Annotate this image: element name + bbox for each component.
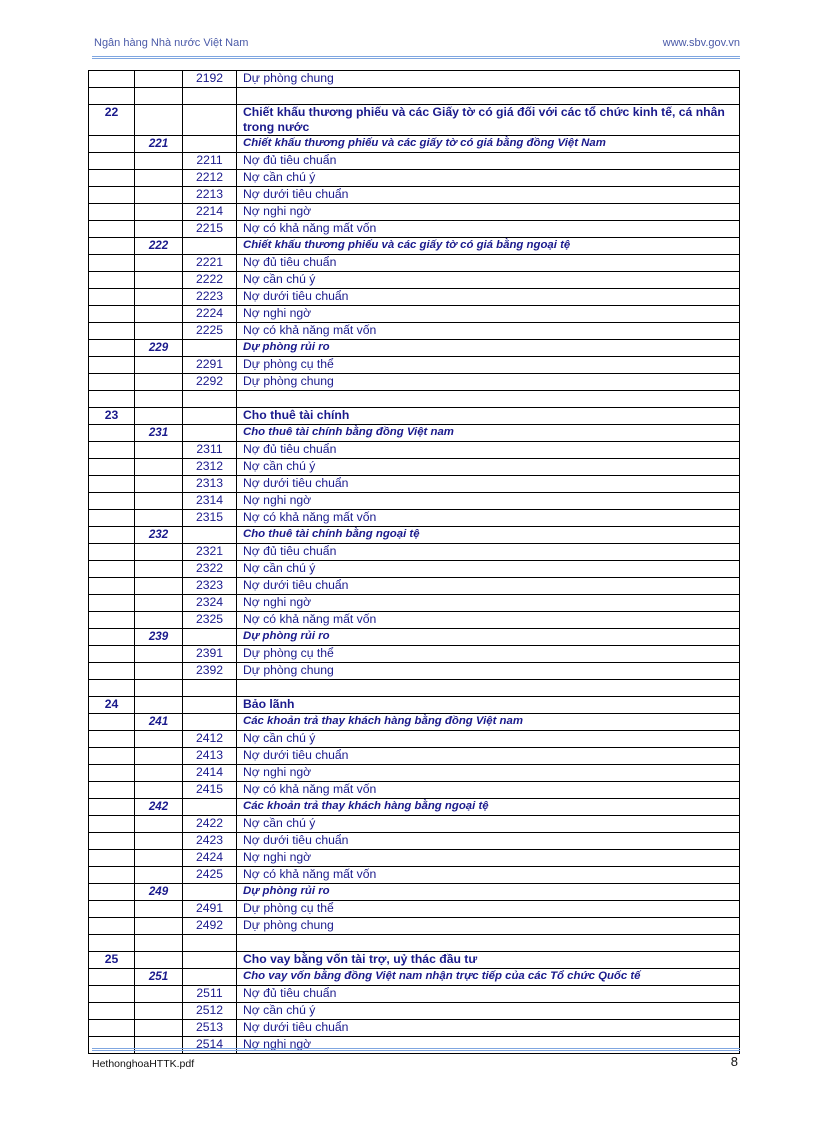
- account-name: Nợ có khả năng mất vốn: [237, 510, 740, 527]
- subgroup-code: [135, 986, 183, 1003]
- page-header: [92, 34, 740, 54]
- account-row: [89, 221, 740, 238]
- account-name: Dự phòng cụ thể: [237, 646, 740, 663]
- account-name: Các khoản trả thay khách hàng bằng ngoại tệ: [237, 799, 740, 816]
- subgroup-code: [135, 289, 183, 306]
- account-code: 2223: [183, 289, 237, 306]
- group-code: [89, 255, 135, 272]
- subgroup-row: [89, 425, 740, 442]
- account-name: Dự phòng chung: [237, 918, 740, 935]
- account-code: 2392: [183, 663, 237, 680]
- group-code: [89, 935, 135, 952]
- blank-row: [89, 680, 740, 697]
- account-name: [237, 391, 740, 408]
- subgroup-code: [135, 595, 183, 612]
- account-row: [89, 272, 740, 289]
- account-code: 2514: [183, 1037, 237, 1054]
- subgroup-code: [135, 187, 183, 204]
- footer-divider: [92, 1048, 740, 1051]
- subgroup-code: 229: [135, 340, 183, 357]
- account-name: Nợ cần chú ý: [237, 272, 740, 289]
- subgroup-code: [135, 561, 183, 578]
- subgroup-code: 231: [135, 425, 183, 442]
- account-name: Nợ có khả năng mất vốn: [237, 612, 740, 629]
- account-code: 2212: [183, 170, 237, 187]
- account-code: 2215: [183, 221, 237, 238]
- group-code: 25: [89, 952, 135, 969]
- account-code: 2321: [183, 544, 237, 561]
- account-code: 2292: [183, 374, 237, 391]
- subgroup-code: [135, 153, 183, 170]
- account-code: 2424: [183, 850, 237, 867]
- subgroup-row: [89, 884, 740, 901]
- subgroup-code: [135, 646, 183, 663]
- account-code: [183, 697, 237, 714]
- subgroup-code: [135, 765, 183, 782]
- account-row: [89, 510, 740, 527]
- account-name: Nợ đủ tiêu chuẩn: [237, 986, 740, 1003]
- page-number: 8: [730, 1054, 738, 1069]
- subgroup-code: [135, 306, 183, 323]
- subgroup-code: [135, 748, 183, 765]
- subgroup-code: [135, 493, 183, 510]
- account-name: Dự phòng chung: [237, 71, 740, 88]
- account-row: [89, 986, 740, 1003]
- account-name: Dự phòng rủi ro: [237, 629, 740, 646]
- account-code: 2221: [183, 255, 237, 272]
- header-divider: [92, 56, 740, 59]
- account-code: [183, 136, 237, 153]
- subgroup-code: [135, 578, 183, 595]
- group-code: [89, 527, 135, 544]
- subgroup-code: [135, 459, 183, 476]
- account-name: Nợ dưới tiêu chuẩn: [237, 476, 740, 493]
- group-code: [89, 850, 135, 867]
- subgroup-code: [135, 170, 183, 187]
- group-row: [89, 697, 740, 714]
- subgroup-code: 251: [135, 969, 183, 986]
- account-row: [89, 646, 740, 663]
- subgroup-code: [135, 867, 183, 884]
- account-name: Dự phòng chung: [237, 663, 740, 680]
- group-code: [89, 544, 135, 561]
- subgroup-code: [135, 697, 183, 714]
- subgroup-code: 241: [135, 714, 183, 731]
- subgroup-code: [135, 476, 183, 493]
- account-row: [89, 782, 740, 799]
- account-code: [183, 105, 237, 136]
- account-name: Cho thuê tài chính bằng đồng Việt nam: [237, 425, 740, 442]
- subgroup-code: 249: [135, 884, 183, 901]
- account-name: Nợ cần chú ý: [237, 561, 740, 578]
- account-name: Nợ dưới tiêu chuẩn: [237, 187, 740, 204]
- account-row: [89, 71, 740, 88]
- group-code: [89, 204, 135, 221]
- subgroup-code: [135, 850, 183, 867]
- account-name: Nợ nghi ngờ: [237, 204, 740, 221]
- account-name: Nợ dưới tiêu chuẩn: [237, 289, 740, 306]
- account-row: [89, 442, 740, 459]
- subgroup-row: [89, 714, 740, 731]
- account-code: 2413: [183, 748, 237, 765]
- subgroup-row: [89, 629, 740, 646]
- account-row: [89, 816, 740, 833]
- subgroup-code: [135, 935, 183, 952]
- account-code: 2322: [183, 561, 237, 578]
- account-name: Nợ cần chú ý: [237, 1003, 740, 1020]
- group-code: [89, 663, 135, 680]
- subgroup-code: [135, 391, 183, 408]
- account-name: Dự phòng rủi ro: [237, 884, 740, 901]
- group-code: [89, 986, 135, 1003]
- subgroup-row: [89, 136, 740, 153]
- subgroup-code: [135, 833, 183, 850]
- subgroup-code: [135, 731, 183, 748]
- header-organization: Ngân hàng Nhà nước Việt Nam: [94, 37, 249, 49]
- account-name: Nợ cần chú ý: [237, 170, 740, 187]
- account-name: Dự phòng rủi ro: [237, 340, 740, 357]
- account-code: [183, 714, 237, 731]
- account-name: Nợ có khả năng mất vốn: [237, 323, 740, 340]
- account-code: [183, 340, 237, 357]
- account-row: [89, 204, 740, 221]
- group-code: [89, 918, 135, 935]
- account-row: [89, 833, 740, 850]
- account-row: [89, 323, 740, 340]
- account-name: Nợ nghi ngờ: [237, 850, 740, 867]
- account-row: [89, 493, 740, 510]
- group-code: [89, 612, 135, 629]
- account-row: [89, 153, 740, 170]
- subgroup-row: [89, 799, 740, 816]
- account-code: [183, 408, 237, 425]
- group-code: [89, 578, 135, 595]
- group-code: [89, 748, 135, 765]
- account-name: Chiết khấu thương phiếu và các giấy tờ có giá bằng ngoại tệ: [237, 238, 740, 255]
- account-code: 2414: [183, 765, 237, 782]
- group-code: 22: [89, 105, 135, 136]
- account-code: 2224: [183, 306, 237, 323]
- group-code: [89, 867, 135, 884]
- account-code: 2313: [183, 476, 237, 493]
- group-code: [89, 136, 135, 153]
- account-code: 2422: [183, 816, 237, 833]
- group-code: [89, 884, 135, 901]
- subgroup-code: [135, 442, 183, 459]
- account-row: [89, 357, 740, 374]
- account-name: Nợ đủ tiêu chuẩn: [237, 442, 740, 459]
- account-name: Bảo lãnh: [237, 697, 740, 714]
- account-name: Nợ nghi ngờ: [237, 306, 740, 323]
- subgroup-code: [135, 901, 183, 918]
- account-code: [183, 238, 237, 255]
- group-code: [89, 272, 135, 289]
- account-code: 2412: [183, 731, 237, 748]
- account-code: [183, 952, 237, 969]
- subgroup-code: 222: [135, 238, 183, 255]
- account-name: [237, 88, 740, 105]
- account-row: [89, 867, 740, 884]
- account-name: Dự phòng chung: [237, 374, 740, 391]
- group-code: [89, 459, 135, 476]
- subgroup-code: [135, 374, 183, 391]
- account-row: [89, 1003, 740, 1020]
- account-row: [89, 901, 740, 918]
- account-name: Nợ nghi ngờ: [237, 1037, 740, 1054]
- group-code: [89, 170, 135, 187]
- account-name: Nợ nghi ngờ: [237, 493, 740, 510]
- subgroup-code: [135, 255, 183, 272]
- group-code: [89, 289, 135, 306]
- account-name: Cho vay vốn bằng đồng Việt nam nhận trực tiếp của các Tổ chức Quốc tế: [237, 969, 740, 986]
- group-code: 24: [89, 697, 135, 714]
- account-code: 2491: [183, 901, 237, 918]
- subgroup-code: [135, 816, 183, 833]
- account-code: 2214: [183, 204, 237, 221]
- account-name: Nợ dưới tiêu chuẩn: [237, 833, 740, 850]
- account-name: Chiết khấu thương phiếu và các giấy tờ có giá bằng đồng Việt Nam: [237, 136, 740, 153]
- group-code: [89, 374, 135, 391]
- blank-row: [89, 935, 740, 952]
- account-code: 2391: [183, 646, 237, 663]
- account-code: [183, 935, 237, 952]
- account-code: 2492: [183, 918, 237, 935]
- account-row: [89, 170, 740, 187]
- group-code: [89, 493, 135, 510]
- subgroup-code: [135, 204, 183, 221]
- group-code: [89, 816, 135, 833]
- subgroup-code: 239: [135, 629, 183, 646]
- account-name: Dự phòng cụ thể: [237, 357, 740, 374]
- account-code: 2325: [183, 612, 237, 629]
- group-code: [89, 561, 135, 578]
- account-name: Nợ đủ tiêu chuẩn: [237, 255, 740, 272]
- account-code: 2415: [183, 782, 237, 799]
- account-code: 2222: [183, 272, 237, 289]
- subgroup-code: [135, 272, 183, 289]
- account-code: 2423: [183, 833, 237, 850]
- group-code: [89, 629, 135, 646]
- account-name: Cho thuê tài chính: [237, 408, 740, 425]
- group-code: [89, 1003, 135, 1020]
- group-code: [89, 476, 135, 493]
- account-row: [89, 595, 740, 612]
- account-code: 2513: [183, 1020, 237, 1037]
- account-name: [237, 935, 740, 952]
- group-code: [89, 391, 135, 408]
- blank-row: [89, 391, 740, 408]
- subgroup-code: [135, 918, 183, 935]
- account-row: [89, 748, 740, 765]
- group-code: [89, 714, 135, 731]
- account-code: [183, 425, 237, 442]
- group-code: [89, 833, 135, 850]
- account-row: [89, 1020, 740, 1037]
- group-code: 23: [89, 408, 135, 425]
- account-code: 2213: [183, 187, 237, 204]
- subgroup-code: [135, 1020, 183, 1037]
- account-row: [89, 578, 740, 595]
- group-row: [89, 952, 740, 969]
- account-name: Dự phòng cụ thể: [237, 901, 740, 918]
- group-code: [89, 221, 135, 238]
- account-code: 2291: [183, 357, 237, 374]
- account-row: [89, 544, 740, 561]
- account-name: Nợ dưới tiêu chuẩn: [237, 578, 740, 595]
- account-row: [89, 289, 740, 306]
- group-row: [89, 105, 740, 136]
- group-code: [89, 510, 135, 527]
- account-code: 2312: [183, 459, 237, 476]
- subgroup-row: [89, 969, 740, 986]
- subgroup-code: [135, 221, 183, 238]
- subgroup-code: [135, 663, 183, 680]
- account-code: 2314: [183, 493, 237, 510]
- group-code: [89, 646, 135, 663]
- group-code: [89, 765, 135, 782]
- group-code: [89, 340, 135, 357]
- group-code: [89, 595, 135, 612]
- group-code: [89, 88, 135, 105]
- group-code: [89, 1020, 135, 1037]
- account-name: Nợ có khả năng mất vốn: [237, 221, 740, 238]
- account-name: Nợ nghi ngờ: [237, 765, 740, 782]
- account-code: 2192: [183, 71, 237, 88]
- group-code: [89, 442, 135, 459]
- group-code: [89, 799, 135, 816]
- account-code: 2324: [183, 595, 237, 612]
- account-row: [89, 459, 740, 476]
- account-name: Nợ nghi ngờ: [237, 595, 740, 612]
- group-code: [89, 238, 135, 255]
- account-row: [89, 663, 740, 680]
- subgroup-code: [135, 680, 183, 697]
- subgroup-code: [135, 71, 183, 88]
- group-code: [89, 357, 135, 374]
- account-code: [183, 969, 237, 986]
- subgroup-code: [135, 782, 183, 799]
- subgroup-code: [135, 323, 183, 340]
- account-name: Nợ cần chú ý: [237, 731, 740, 748]
- blank-row: [89, 88, 740, 105]
- subgroup-row: [89, 238, 740, 255]
- subgroup-row: [89, 340, 740, 357]
- account-row: [89, 187, 740, 204]
- group-code: [89, 425, 135, 442]
- group-code: [89, 731, 135, 748]
- account-row: [89, 612, 740, 629]
- account-code: 2323: [183, 578, 237, 595]
- subgroup-code: [135, 408, 183, 425]
- header-website: www.sbv.gov.vn: [662, 37, 740, 49]
- account-code: 2425: [183, 867, 237, 884]
- account-name: Cho vay bằng vốn tài trợ, uỷ thác đầu tư: [237, 952, 740, 969]
- account-name: Nợ đủ tiêu chuẩn: [237, 544, 740, 561]
- account-row: [89, 731, 740, 748]
- account-name: Cho thuê tài chính bằng ngoại tệ: [237, 527, 740, 544]
- group-code: [89, 969, 135, 986]
- subgroup-code: [135, 952, 183, 969]
- account-row: [89, 850, 740, 867]
- account-code: 2511: [183, 986, 237, 1003]
- account-row: [89, 306, 740, 323]
- account-code: [183, 391, 237, 408]
- subgroup-code: [135, 357, 183, 374]
- account-row: [89, 374, 740, 391]
- account-code: 2512: [183, 1003, 237, 1020]
- group-code: [89, 153, 135, 170]
- subgroup-code: 242: [135, 799, 183, 816]
- subgroup-code: 221: [135, 136, 183, 153]
- account-name: [237, 680, 740, 697]
- account-row: [89, 765, 740, 782]
- group-code: [89, 680, 135, 697]
- account-code: [183, 799, 237, 816]
- account-name: Nợ có khả năng mất vốn: [237, 867, 740, 884]
- group-code: [89, 306, 135, 323]
- account-row: [89, 255, 740, 272]
- subgroup-code: [135, 1003, 183, 1020]
- account-name: Các khoản trả thay khách hàng bằng đồng Việt nam: [237, 714, 740, 731]
- account-name: Chiết khấu thương phiếu và các Giấy tờ có giá đối với các tổ chức kinh tế, cá nhân trong nước: [237, 105, 740, 136]
- account-code: 2225: [183, 323, 237, 340]
- account-name: Nợ cần chú ý: [237, 459, 740, 476]
- group-code: [89, 782, 135, 799]
- footer-filename: HethonghoaHTTK.pdf: [92, 1058, 195, 1070]
- account-name: Nợ dưới tiêu chuẩn: [237, 1020, 740, 1037]
- subgroup-code: [135, 510, 183, 527]
- account-row: [89, 476, 740, 493]
- account-code: [183, 884, 237, 901]
- group-code: [89, 187, 135, 204]
- account-name: Nợ có khả năng mất vốn: [237, 782, 740, 799]
- account-name: Nợ dưới tiêu chuẩn: [237, 748, 740, 765]
- subgroup-code: [135, 88, 183, 105]
- subgroup-row: [89, 527, 740, 544]
- subgroup-code: [135, 612, 183, 629]
- group-code: [89, 71, 135, 88]
- account-code: [183, 527, 237, 544]
- account-code: 2211: [183, 153, 237, 170]
- account-row: [89, 918, 740, 935]
- subgroup-code: [135, 105, 183, 136]
- account-name: Nợ đủ tiêu chuẩn: [237, 153, 740, 170]
- account-code: [183, 88, 237, 105]
- account-row: [89, 561, 740, 578]
- group-row: [89, 408, 740, 425]
- account-table: [88, 70, 740, 1054]
- group-code: [89, 901, 135, 918]
- subgroup-code: 232: [135, 527, 183, 544]
- account-code: 2315: [183, 510, 237, 527]
- account-code: [183, 629, 237, 646]
- group-code: [89, 323, 135, 340]
- account-code: [183, 680, 237, 697]
- subgroup-code: [135, 544, 183, 561]
- account-name: Nợ cần chú ý: [237, 816, 740, 833]
- account-code: 2311: [183, 442, 237, 459]
